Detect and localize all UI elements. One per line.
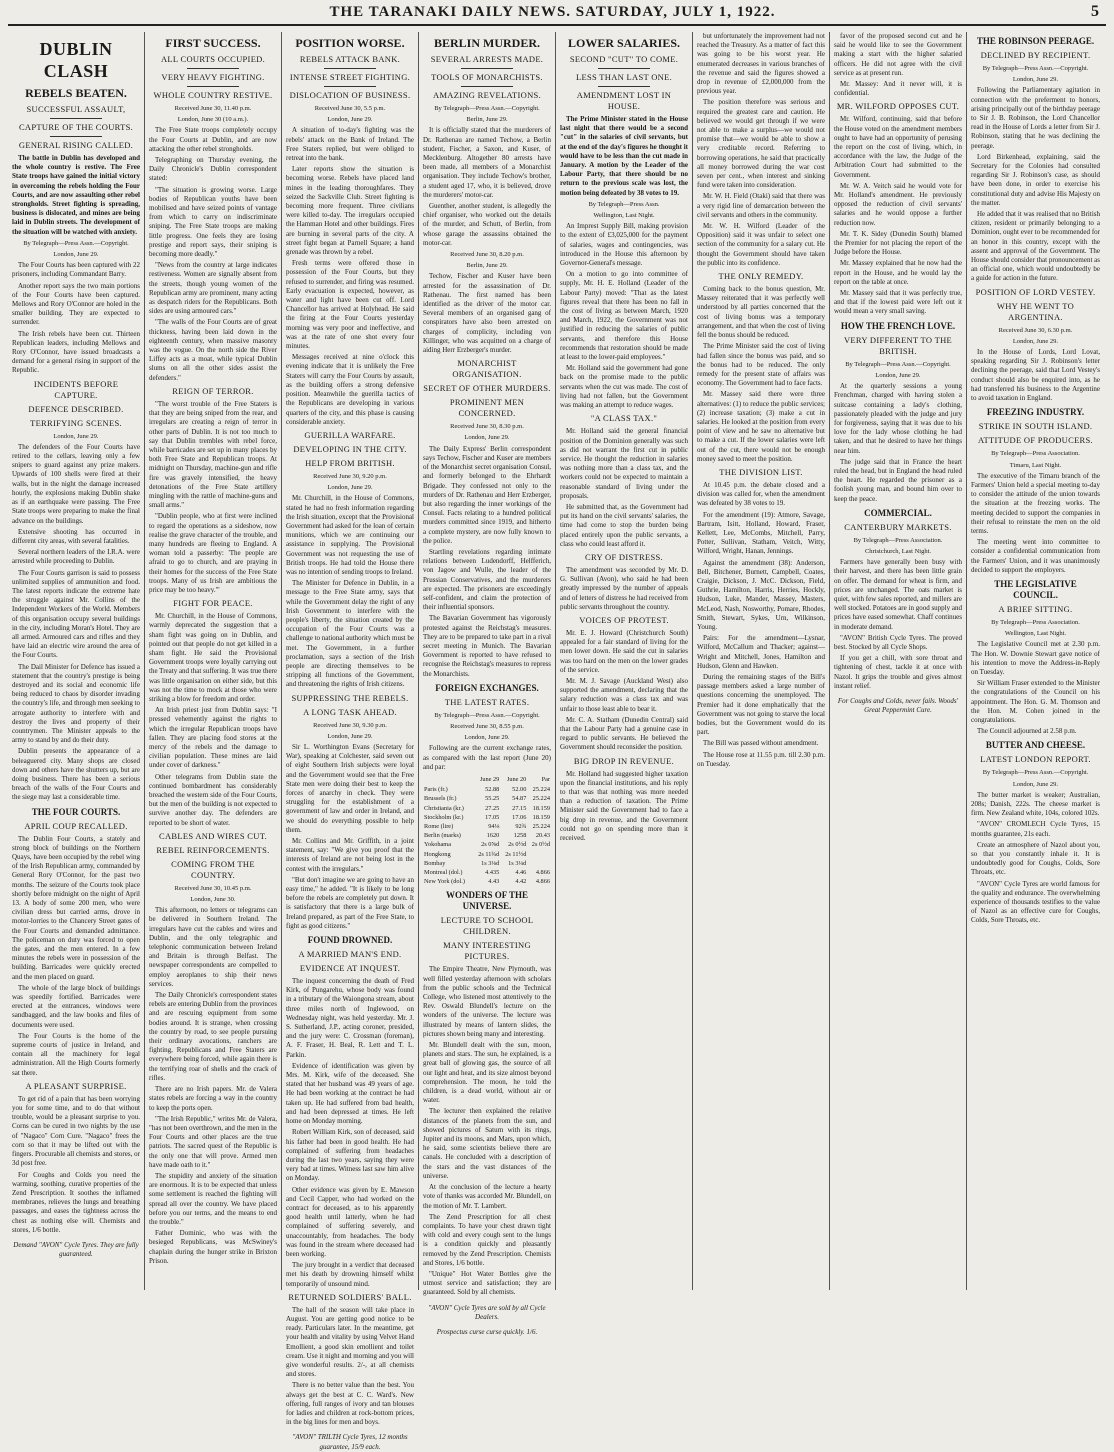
subhead-how-the-french-love: HOW THE FRENCH LOVE. (840, 320, 956, 331)
table-cell: 17.05 (485, 813, 500, 821)
table-cell: 20.43 (535, 832, 550, 840)
paragraph: Telegraphing on Thursday evening, the Daily Chronicle's Dublin correspondent stated: (149, 156, 277, 183)
subhead: FIGHT FOR PEACE. (173, 598, 253, 609)
subhead: INTENSE STREET FIGHTING. (289, 72, 411, 82)
paragraph: "AVON" Cycle Tyres are world famous for the quality and endurance. The overwhelming experience of thousands testifies to the value of Nazol as an effective cure for Coughs, Colds, Sore Throats, etc. (971, 879, 1100, 925)
table-cell: 18.159 (532, 804, 550, 812)
paragraph: At the quarterly sessions a young Frenchman, charged with having stolen a suitcase containing a lady's clothing, passionately pleaded with the judge and jury for forgiveness, saying that it was due to his love for the lady whose clothing he had taken, and that he desired to have her things near him. (834, 382, 962, 455)
paragraph: The Council adjourned at 2.58 p.m. (977, 727, 1077, 736)
subhead: SECOND "CUT" TO COME. (569, 54, 679, 64)
paragraph: Following are the current exchange rates, as compared with the last report (June 20) and par: (423, 744, 551, 771)
byline: By Telegraph—Press Assn.—Copyright. (845, 360, 951, 368)
paragraph: Sir William Fraser extended to the Minister the congratulations of the Council on his appointment. The Hon. G. M. Thomson and the Hon. M. Cohen joined in the congratulations. (971, 679, 1100, 724)
paragraph: For Coughs and Colds you need the warming, soothing, curative properties of the Zend Prescription. It soothes the inflamed membranes, relieves the lungs and breathing passages, and eases the tightness across the chest as nothing else will. Chemists and stores, 1/6 bottle. (12, 1170, 140, 1234)
paragraph: Other telegrams from Dublin state the continued bombardment has considerably breached the western side of the Four Courts, but the men of the building is not expected to survive another day. The defenders are reported to be short of water. (149, 772, 277, 827)
subhead: APRIL COUP RECALLED. (24, 820, 128, 831)
paragraph: Mr. Collins and Mr. Griffith, in a joint statement, say: "We give you proof that the interests of Ireland are not being lost in the contest with the irregulars." (286, 837, 414, 873)
paragraph: Father Dominic, who was with the besieged Republicans, was McSwiney's chaplain during the hunger strike in Brixton Prison. (149, 1229, 277, 1265)
table-header-cell: Par (541, 775, 550, 783)
subhead: CABLES AND WIRES CUT. (159, 830, 267, 841)
paragraph: Sir L. Worthington Evans (Secretary for War), speaking at Colchester, said seven out of eight Southern Irish subjects were loyal and the Government would see that the Free State men were doing their best to keep the forces of anarchy in check. They were struggling for the establishment of a government of law and order in Ireland, and we should do everything possible to help them. (286, 742, 414, 834)
table-cell: 25.224 (532, 795, 550, 803)
table-row (423, 850, 551, 859)
paragraph: The stupidity and anxiety of the situation are enormous. It is to be expected that unless some settlement is reached the fighting will spread all over the country. We have placed before you our terms, and the means to end the trouble." (149, 1171, 277, 1226)
table-row (423, 804, 551, 813)
dateline: London, June 29. (464, 734, 510, 742)
table-cell: 2s 11¾d (478, 850, 500, 858)
table-row (423, 794, 551, 803)
paragraph: Mr. Massey explained that he now had the report in the House, and he would lay the report on the table at once. (834, 259, 962, 286)
subhead: TERRIFYING SCENES. (30, 417, 122, 428)
table-cell: Stockholm (kr.) (424, 813, 464, 821)
subhead: HELP FROM BRITISH. (305, 457, 395, 468)
headline-first-success: FIRST SUCCESS. (165, 36, 261, 50)
table-cell: 27.15 (512, 804, 527, 812)
paragraph: The butter market is weaker; Australian, 208s; Danish, 222s. The cheese market is firm. New Zealand white, 104s, colored 102s. (971, 790, 1100, 818)
paragraph: "The situation is growing worse. Large bodies of Republican youths have been mobilised and have seized points of vantage from which to carry on indiscriminate sniping. The Free State troops are making little progress. One feels they are losing prestige and report says, their sniping is becoming more deadly." (149, 185, 277, 259)
subhead-freezing-industry: FREEZING INDUSTRY. (986, 407, 1085, 418)
table-cell: New York (dol.) (424, 878, 465, 886)
subhead: A PLEASANT SURPRISE. (25, 1080, 127, 1091)
column-4 (419, 32, 556, 1336)
subhead: AMENDMENT LOST IN HOUSE. (576, 90, 672, 111)
subhead: EVIDENCE AT INQUEST. (299, 963, 401, 974)
subhead: SEVERAL ARRESTS MADE. (430, 54, 544, 64)
table-cell: 25.224 (532, 823, 550, 830)
subhead: REIGN OF TERROR. (172, 385, 254, 396)
advertisement: For Coughs and Colds, never fails. Woods' Great Peppermint Cure. (837, 696, 959, 715)
paragraph: To get rid of a pain that has been worrying you for some time, and to do that without trouble, would be a pleasant surprise to you. Corns can be cured in two nights by the use of "Nagaco" Corn Cure. "Nagaco" frees the corn so that it may be lifted out with the fingers. Procurable all chemists and stores, or 3d post free. (12, 1094, 140, 1168)
subhead: MR. WILFORD OPPOSES CUT. (836, 101, 960, 112)
subhead: MANY INTERESTING PICTURES. (443, 940, 531, 962)
subhead: "A CLASS TAX." (590, 413, 658, 424)
paragraph: The position therefore was serious and required the greatest care and caution. He believed we would get through if we were not able to make a surplus—we would not promise that—we would be able to show a very creditable record. Referring to borrowing operations, he said that practically all money borrowed during the war cost seven per cent., when interest and sinking fund were taken into consideration. (697, 98, 825, 190)
paragraph: This afternoon, no letters or telegrams can be delivered in Southern Ireland. The irregulars have cut the cables and wires and Dublin, and the only telegraphic and telephonic communication between Ireland and Britain is through Belfast. The newspaper correspondents are compelled to employ aeroplanes to ship their news services. (149, 906, 277, 988)
paragraph: favor of the proposed second cut and he said he would like to see the Government making a start with the higher salaried officers. He did not agree with the civil service as at present run. (834, 32, 962, 77)
paragraph: Mr. Massey said that it was perfectly true, and that if the lowest paid were left out it would mean a very small saving. (834, 289, 962, 316)
subhead: VOICES OF PROTEST. (579, 614, 669, 625)
paragraph: Mr. Holland said the government had gone back on the promise made to the public servants when the cut was made. The cost of living had not fallen, but the Government was making an attempt to reduce wages. (560, 364, 688, 410)
byline: By Telegraph—Press Association. (853, 536, 943, 544)
table-cell: Paris (fr.) (424, 786, 448, 794)
dateline: London, June 29. (1012, 337, 1059, 345)
received-time: Received June 30, 9.30 p.m. (313, 721, 387, 729)
column-1 (8, 32, 145, 1290)
table-cell: 4.42 (515, 878, 527, 886)
subhead: LESS THAN LAST ONE. (575, 72, 673, 82)
subhead: MONARCHIST ORGANISATION. (452, 358, 522, 380)
headline-position-worse: POSITION WORSE. (295, 36, 405, 50)
paragraph: Pairs: For the amendment—Lysnar, Wilford, McCallum and Thacker; against—Wright and Mitchell, Jones, Hamilton and Hudson, Glenn and Hawken. (697, 634, 825, 670)
table-cell: 18.159 (532, 813, 550, 821)
paragraph: "The worst trouble of the Free Staters is that they are being sniped from the rear, and irregulars are creating a reign of terror in other parts of Dublin. It is not too much to say that Dublin trembles with rebel force, while barricades are set up in many places by both Free State and Republican troops. At midnight on Thursday, machine-gun and rifle fire was gravely intensified, the heavy detonations of the Free State artillery mingling with the rattle of machine-guns and small arms." (149, 399, 277, 510)
paragraph: Later reports show the situation is becoming worse. Rebels have placed land mines in the leading thoroughfares. They seized the Sackville Club. Street fighting is becoming more frequent. Three civilians were killed to-day. The irregulars occupied the Hamman Hotel and other buildings. Fires are burning in several parts of the city. A street fight began at Parnell Square; a hand grenade was thrown by a rebel. (286, 165, 414, 257)
advertisement: Prospectus curse curse quickly. 1/6. (436, 1327, 538, 1336)
paragraph: Farmers have generally been busy with their harvest, and there has been little grain on offer. The demand for wheat is firm, and prices are unchanged. The oats market is quiet, with few sales reported, and millers are well stocked. Potatoes are in good supply and prices have eased somewhat. Chaff continues in moderate demand. (834, 558, 962, 631)
byline: By Telegraph—Press Assn.—Copyright. (982, 769, 1089, 777)
masthead-title: THE TARANAKI DAILY NEWS. SATURDAY, JULY 1, 1922. (329, 3, 776, 20)
table-cell: Berlin (marks) (424, 832, 461, 840)
table-cell: Bombay (424, 859, 446, 867)
subhead-legislative-council: THE LEGISLATIVE COUNCIL. (994, 578, 1077, 600)
paragraph: Robert William Kirk, son of deceased, said his father had been in good health. He had complained of suffering from headaches during the last two years, saying they were very bad at times. Witness last saw him alive on Monday. (286, 1128, 414, 1183)
column-6 (693, 32, 830, 1290)
paragraph: Mr. M. J. Savage (Auckland West) also supported the amendment, declaring that the salary reduction was a class tax and was unfair to those least able to bear it. (560, 676, 688, 713)
table-cell: 4.43 (488, 878, 500, 886)
table-cell: 4.435 (485, 869, 500, 877)
subhead: POSITION OF LORD VESTEY. (975, 286, 1096, 297)
advertisement: Demand "AVON" Cycle Tyres. They are fully guaranteed. (13, 1240, 139, 1259)
subhead: STRIKE IN SOUTH ISLAND. (978, 421, 1093, 432)
received-time: Received June 30, 8.30 p.m. (450, 423, 524, 431)
byline: By Telegraph—Press Association. (991, 450, 1080, 458)
paragraph: The Prime Minister said the cost of living had fallen since the bonus was paid, and so the bonus had to be reduced. The only remedy for the present state of affairs was economy. The Government had to face facts. (697, 342, 825, 388)
table-cell: 94⅛ (488, 823, 500, 830)
table-row (423, 877, 551, 886)
subhead: ALL COURTS OCCUPIED. (160, 54, 266, 64)
paragraph: The Four Courts is the home of the supreme courts of justice in Ireland, and contain all the machinery for legal administration. All the High Courts formerly sat there. (12, 1031, 140, 1077)
received-time: Received June 30, 9.20 p.m. (313, 472, 387, 480)
paragraph: The Four Courts garrison is said to possess unlimited supplies of ammunition and food. The latest reports indicate the extreme hate the struggle against Mr. Collins of the Independent Workers of the World. Members of this organisation occupy several buildings in the city, including Moran's Hotel. They are all armed. Armoured cars and rifles and they have laid an electric wire around the area of the Four Courts. (12, 568, 140, 660)
subhead: REBELS ATTACK BANK. (299, 54, 401, 64)
table-cell: Christiania (kr.) (424, 804, 464, 812)
table-row (423, 813, 551, 822)
article-columns (8, 32, 1106, 1451)
paragraph: The Bill was passed without amendment. (703, 739, 819, 748)
subhead: VERY HEAVY FIGHTING. (161, 72, 265, 82)
paragraph: "The Irish Republic," writes Mr. de Valera, "has not been overthrown, and the men in the Four Courts and other places are the true patriots. The sacred quest of the Republic is the only one that will prove. Armed men have made oath to it." (149, 1114, 277, 1169)
table-cell: 4.46 (515, 869, 527, 877)
subhead: PROMINENT MEN CONCERNED. (449, 397, 525, 419)
paragraph: The amendment was seconded by Mr. D. G. Sullivan (Avon), who said he had been greatly impressed by the number of appeals and of letters of distress he had received from public servants throughout the country. (560, 565, 688, 611)
table-cell: 52.00 (512, 786, 527, 794)
paragraph: The inquest concerning the death of Fred Kirk, of Pungarehu, whose body was found in a tributary of the Waiongona stream, about three miles north of Inglewood, on Wednesday night, was held yesterday. Mr. J. S. Sutherland, J.P., acting coroner, presided, and the jury were: C. Crossman (foreman), A. F. Fraser, H. Beal, R. Lett and T. L. Parkin. (286, 977, 414, 1059)
paragraph: Messages received at nine o'clock this evening indicate that it is unlikely the Free Staters will carry the Four Courts by assault, as the building offers a strong defensive position. Meanwhile the guerilla tactics of the Republicans are developing in various quarters of the city, and this phase is causing considerable anxiety. (286, 353, 414, 426)
paragraph: On a motion to go into committee of supply, Mr. H. E. Holland (Leader of the Labour Party) moved: "That as the latest figures reveal that there has been no fall in the cost of living as between March, 1920 and March, 1922, the Government was not justified in reducing the salaries of public servants, and therefore this House recommends that restoration should be made at least to the lower-paid employees." (560, 270, 688, 362)
paragraph: If you get a chill, with sore throat and tightening of chest, tackle it at once with Nazol. It grips the trouble and gives almost instant relief. (834, 654, 962, 690)
paragraph: Mr. Massey said there were three alternatives: (1) to reduce the public services; (2) increase taxation; (3) make a cut in salaries. He looked at the position from every point of view and he saw no alternative but to make a cut. If the lower salaries were left out of the cut, there would not be enough money saved to meet the position. (697, 390, 825, 463)
subhead: CRY OF DISTRESS. (585, 551, 663, 562)
table-cell (527, 850, 551, 859)
subhead: DECLINED BY RECIPIENT. (980, 50, 1091, 60)
dateline: London, June 29. (875, 371, 921, 379)
table-cell: 2s 0⅝d (481, 841, 500, 849)
paragraph: Mr. Holland said the general financial position of the Dominion generally was such as did not warrant the first cut in public service. He thought the reduction in salaries was nothing more than a class tax, and the workers could not be expected to maintain a reasonable standard of living under the proposals. (560, 427, 688, 500)
received-time: Received June 30, 8.55 p.m. (450, 722, 524, 730)
paragraph: "AVON" CROMLECH Cycle Tyres, 15 months guarantee, 21s each. (971, 820, 1100, 838)
table-cell: Rome (lire) (424, 823, 454, 830)
paragraph: During the remaining stages of the Bill's passage members asked a large number of questions concerning the unemployed. The Premier had it done emphatically that the Government was not going to starve the local bodies, but the Government would do its part. (697, 673, 825, 737)
dateline: Berlin, June 29. (466, 116, 508, 124)
table-cell: 25.224 (532, 786, 550, 794)
subhead: WHOLE COUNTRY RESTIVE. (153, 90, 273, 100)
byline: By Telegraph—Press Assn.—Copyright. (23, 239, 129, 247)
paragraph: Mr. Holland had suggested higher taxation upon the financial institutions, and his reply to that was that nothing was more needed than a reduction of taxation. The Prime Minister said the Government had to face a big drop in revenue, and the Government could not go on spending more than it received. (560, 769, 688, 843)
paragraph: The Empire Theatre, New Plymouth, was well filled yesterday afternoon with scholars from the public schools and the Technical College, who listened most attentively to the Rev. Oswald Blundell's lecture on the wonders of the universe. The lecture was illustrated by means of lantern slides, the pictures shown being many and interesting. (423, 965, 551, 1038)
received-time: Received June 30, 11.40 p.m. (174, 105, 252, 112)
table-row (423, 840, 551, 849)
table-cell: 4.866 (535, 869, 550, 877)
subhead: THE FOUR COURTS. (31, 806, 121, 817)
received-time: Received June 30, 10.45 p.m. (174, 884, 252, 892)
paragraph: The judge said that in France the heart ruled the head, but in England the head ruled the heart. He regarded the prisoner as a foolish young man, and bound him over to keep the peace. (834, 457, 962, 503)
paragraph: It is officially stated that the murderers of Dr. Rathenau are named Techow, a Berlin student, Fischer, a Saxon, and Kuser, of Mecklenburg. Altogether 80 arrests have been made, all members of a Monarchist organisation. They include Techow's brother, a student aged 17, who, it is believed, drove the murderers' motor-car. (423, 126, 551, 199)
paragraph: Mr. E. J. Howard (Christchurch South) appealed for a fair standard of living for the men lower down. He said the cut in salaries was too hard on the men on the lower grades of the service. (560, 628, 688, 674)
article-summary: The battle in Dublin has developed and the whole country is restive. The Free State troops have gained the initial victory in overcoming the rebels holding the Four Courts, and are now assaulting other rebel strongholds. Street fighting is spreading, business is dislocated, and mines are being laid in Dublin streets. The development of the situation will be watched with anxiety. (12, 154, 140, 236)
paragraph: For the amendment (19): Atmore, Savage, Bartram, Isitt, Holland, Howard, Fraser, Kellett, Lee, McCombs, Mitchell, Parry, Potter, Sullivan, Statham, Veitch, Witty, Wilford, Wright, Hanan, Jennings. (697, 510, 825, 556)
byline: By Telegraph—Press Assn.—Copyright. (434, 711, 540, 719)
masthead (8, 0, 1106, 26)
paragraph: "News from the country at large indicates restiveness. Women are signally absent from the streets, though young women of the Republican army are prominent, many acting as despatch riders for the Republicans. Both sides are using armoured cars." (149, 261, 277, 316)
paragraph: Extensive shooting has occurred in different city areas, with several fatalities. (12, 527, 140, 545)
paragraph: The Irish rebels have been cut. Thirteen Republican leaders, including Mellows and Rory O'Connor, have issued broadcasts a demand for a general rising in support of the Republic. (12, 329, 140, 375)
paragraph: Mr. T. K. Sidey (Dunedin South) blamed the Premier for not placing the report of the Judge before the House. (834, 229, 962, 257)
paragraph: The Bavarian Government has vigorously protested against the Reichstag's measures. They are to be prepared to take part in a rival secret meeting in Munich. The Bavarian Government is reported to have refused to recognise the Reichstag's measures to repress the Monarchists. (423, 614, 551, 678)
table-cell: 4.866 (535, 878, 550, 886)
subhead: AMAZING REVELATIONS. (433, 90, 541, 100)
subhead-butter-and-cheese: BUTTER AND CHEESE. (985, 740, 1086, 751)
paragraph: The whole of the large block of buildings was speedily fortified. Barricades were erected at the entrances, windows were sandbagged, and the law books and files of documents were used. (12, 983, 140, 1029)
paragraph: Mr. W. H. Field (Otaki) said that there was a very rigid line of demarcation between the civil servants and others in the community. (697, 192, 825, 219)
subhead-wonders-of-the-universe: WONDERS OF THE UNIVERSE. (445, 890, 528, 912)
paragraph: Mr. Wilford, continuing, said that before the House voted on the amendment members ought to have had an opportunity of perusing the report on the cost of living, which, in accordance with the law, the Judge of the Arbitration Court had submitted to the Government. (834, 115, 962, 179)
subhead-commercial: COMMERCIAL. (864, 507, 932, 518)
paragraph: The Free State troops completely occupy the Four Courts at Dublin, and are now attacking the other rebel strongholds. (149, 126, 277, 153)
paragraph: The Daily Express' Berlin correspondent says Techow, Fischer and Kuser are members of the Monarchist secret organisation Consul, and formerly belonged to the Ehrhardt Brigade. They confessed not only to the murders of Dr. Rathenau and Herr Erzberger, but also regarding the inner workings of the Consul. Facts relating to a hundred political murders committed since 1919, and hitherto a complete mystery, are now fully known to the police. (423, 444, 551, 545)
dateline: London, June 29. (327, 116, 373, 124)
subhead: DISLOCATION OF BUSINESS. (289, 90, 411, 100)
subhead: DEVELOPING IN THE CITY. (293, 443, 407, 454)
table-cell: 52.88 (485, 786, 500, 794)
table-cell: 55.25 (485, 795, 500, 803)
paragraph: He added that it was realised that no British citizen, resident or primarily belonging to a Dominion, ought ever to be recommended for an honor in this country, except with the assent and approval of the Government. The House should consider that pronouncement as an official one, which would undoubtedly be a guide for action in the future. (971, 210, 1100, 283)
headline-robinson-peerage: THE ROBINSON PEERAGE. (976, 36, 1095, 46)
paragraph: Startling revelations regarding intimate relations between Ludendorff, Helfferich, von Jagow and Wulle, the leader of the Prussian Conservatives, and the murderers are expected. The prisoners are exceedingly self-confident, and claim the protection of their influential sponsors. (423, 547, 551, 612)
byline: By Telegraph—Press Assn.—Copyright. (434, 105, 540, 112)
paragraph: Another report says the two main portions of the Four Courts have been captured. Mellows and Rory O'Connor are holed in the smaller building. They are expected to surrender. (12, 281, 140, 327)
paragraph: "The walls of the Four Courts are of great thickness, having been laid down in the eighteenth century, when massive masonry was the vogue. On the north side the River Liffey acts as a moat, while typical Dublin slums on all the other sides assist the defenders." (149, 318, 277, 382)
paragraph: "AVON" British Cycle Tyres. The proved best. Stocked by all Cycle Shops. (834, 633, 962, 651)
subhead: A LONG TASK AHEAD. (303, 706, 397, 717)
paragraph: A situation of to-day's fighting was the rebels' attack on the Bank of Ireland. The Free Staters replied, but were obliged to retreat into the bank. (286, 126, 414, 163)
table-cell: 1s 3¼d (508, 859, 527, 867)
paragraph: Mr. Churchill, in the House of Commons, stated he had no fresh information regarding the Irish situation, except that the Provisional Government had asked for the loan of certain munitions, which we are continuing our assistance in supplying. The Provisional Government was not requesting the use of British troops. He had told the House there was no intention of sending troops to Ireland. (286, 494, 414, 576)
table-cell: Brussels (fr.) (424, 795, 457, 803)
column-2 (145, 32, 282, 1290)
paragraph: The defenders of the Four Courts have retired to the cellars, leaving only a few snipers to guard against any prize makers. Upwards of 100 shells were fired at their walls, but in the night the damage increased hourly, the explosions making Dublin shake as if an earthquake were passing. The Free State troops were preparing to make the final advance on the buildings. (12, 442, 140, 525)
dateline: London, June 29. (1012, 76, 1059, 84)
paragraph: Mr. Massey: And it never will, it is confidential. (834, 80, 962, 98)
paragraph: There are no Irish papers. Mr. de Valera states rebels are forcing a way in the country to keep the ports open. (149, 1085, 277, 1112)
paragraph: Evidence of identification was given by Mrs. M. Kirk, wife of the deceased. She stated that her husband was 49 years of age. He had been working at the contract he had taken up. He had suffered from bad health, and had been depressed at times. He left home on Monday morning. (286, 1061, 414, 1126)
table-cell (527, 859, 551, 868)
paragraph: The Four Courts has been captured with 22 prisoners, including Commandant Barry. (12, 261, 140, 279)
paragraph: The House rose at 11.55 p.m. till 2.30 p.m. on Tuesday. (697, 750, 825, 768)
subhead: WHY HE WENT TO ARGENTINA. (996, 300, 1075, 322)
subhead: CANTERBURY MARKETS. (844, 521, 952, 532)
headline-dublin-clash: DUBLIN CLASH (39, 39, 113, 81)
table-cell: 2s 11½d (505, 850, 527, 858)
paragraph: In the House of Lords, Lord Lovat, speaking regarding Sir J. Robinson's letter declining the peerage, said that Lord Vestey's conduct should also be enquired into, as he had transferred his business to the Argentine to avoid taxation in England. (971, 348, 1100, 403)
paragraph: Dublin presents the appearance of a beleaguered city. Many shops are closed down and others have the shutters up, but are doing business. There has been a serious breach of the walls of the Four Courts and the siege may last a considerable time. (12, 747, 140, 802)
dateline: London, June 29. (327, 484, 373, 492)
paragraph: The Minister for Defence in Dublin, in a message to the Free State army, says that while the Government delay the right of any Irish Government to interfere with the people's liberty, the situation created by the occupation of the Four Courts was a challenge to national authority which must be met. The Government, in a further proclamation, says a section of the Irish people are directing themselves to be stripping all functions of the Government, and threatening the rights of Irish citizens. (286, 579, 414, 689)
paragraph: "But don't imagine we are going to have an easy time," he added. "It is likely to be long before the rebels are completely put down. It is satisfactory that there is a large bulk of Ireland prepared, as part of the Free State, to fight as good citizens." (286, 875, 414, 930)
table-row (423, 785, 551, 794)
paragraph: Lord Birkenhead, explaining, said the Secretary for the Colonies had consulted regarding Sir J. Robinson's case, as should have been done, in order to exercise his constitutional duty and advise His Majesty on the matter. (971, 152, 1100, 207)
received-time: Received June 30, 8.20 p.m. (450, 251, 524, 259)
paragraph: The executive of the Timaru branch of the Farmers' Union held a special meeting to-day to consider the attitude of the union towards the situation at the freezing works. The meeting decided to support the companies in their refusal to reinstate the men on the old terms. (971, 471, 1100, 535)
paragraph: An Imprest Supply Bill, making provision to the extent of £3,025,000 for the payment of salaries, wages and contingencies, was introduced in the House this afternoon by Governor-General's message. (560, 222, 688, 268)
subhead: GUERILLA WARFARE. (304, 429, 396, 440)
paragraph: The Legislative Council met at 2.30 p.m. The Hon. W. Downie Stewart gave notice of his intention to move the Address-in-Reply on Tuesday. (971, 640, 1100, 676)
advertisement: "AVON" TRILTH Cycle Tyres, 12 months guarantee, 15/9 each. (292, 1433, 408, 1451)
paragraph: "Unique" Hot Water Bottles give the utmost service and satisfaction; they are guaranteed. Sold by all chemists. (423, 1269, 551, 1297)
paragraph: "Dublin people, who at first were inclined to regard the operations as a sideshow, now realise the grave character of the trouble, and many hundreds are fleeing to England. A woman told a passerby: 'The people are afraid to go to church, and are praying in their homes for the success of the Free State troops. Many of us Irish are ambitious the price may be too heavy.'" (149, 512, 277, 594)
dateline: London, June 29. (327, 732, 373, 740)
table-row (423, 868, 551, 877)
paragraph: Other evidence was given by E. Mawson and Cecil Capper, who had worked on the contract for deceased, as to his apparently good health until latterly, when he had complained of suffering severely, and unaccountably, from headaches. The body was found in the stream where deceased had been working. (286, 1185, 414, 1258)
subhead: COMING FROM THE COUNTRY. (171, 858, 255, 880)
table-header-row (423, 774, 551, 785)
table-cell: 1258 (513, 832, 527, 840)
table-header-cell: June 20 (506, 775, 527, 783)
received-time: Received June 30, 6.30 p.m. (998, 326, 1073, 334)
subhead: GENERAL RISING CALLED. (18, 140, 134, 150)
subhead: TOOLS OF MONARCHISTS. (431, 72, 543, 82)
subhead: THE DIVISION LIST. (719, 466, 803, 477)
paragraph: The jury brought in a verdict that deceased met his death by drowning himself whilst temporarily of unsound mind. (286, 1261, 414, 1288)
subhead: LECTURE TO SCHOOL CHILDREN. (440, 915, 534, 937)
dateline: London, June 29. (53, 432, 99, 440)
subhead: A MARRIED MAN'S END. (298, 949, 402, 960)
subhead: THE LATEST RATES. (444, 696, 530, 707)
paragraph: Against the amendment (38): Anderson, Bell, Bitchener, Burnett, Campbell, Coates, Craigie, Dickson, J. McC. Dickson, Field, Guthrie, Hamilton, Harris, Herries, Hockly, Hudson, Luke, Mander, Massey, Masters, McLeod, Nash, Nosworthy, Pomare, Rhodes, Smith, Stewart, Sykes, Urn, Wilkinson, Young. (697, 558, 825, 631)
table-cell: 27.25 (485, 804, 500, 812)
table-row (423, 822, 551, 831)
dateline: London, June 29. (53, 251, 99, 259)
byline: By Telegraph—Press Association. (991, 618, 1080, 626)
paragraph: The Zend Prescription for all chest complaints. To have your chest drawn tight with cold and every cough sent to the lungs is a condition quickly and pleasantly removed by the Zend Prescription. Chemists and Stores, 1/6 bottle. (423, 1212, 551, 1267)
subhead: BIG DROP IN REVENUE. (573, 755, 675, 766)
paragraph: At the conclusion of the lecture a hearty vote of thanks was accorded Mr. Blundell, on the motion of Mr. T. Lambert. (423, 1183, 551, 1210)
byline: By Telegraph—Press Assn. (588, 200, 660, 208)
dateline: Timaru, Last Night. (1009, 461, 1062, 469)
subhead-foreign-exchanges: FOREIGN EXCHANGES. (435, 682, 539, 693)
paragraph: The lecturer then explained the relative distances of the planets from the sun, and showed pictures of Saturn with its rings, Jupiter and its moons, and Mars, upon which, he said, some scientists believe there are canals. He concluded with a description of the stars and the vast distances of the universe. (423, 1107, 551, 1180)
table-header-cell: June 29 (479, 775, 500, 783)
dateline: Berlin, June 29. (466, 262, 508, 270)
column-7 (830, 32, 967, 1290)
subhead: SECRET OF OTHER MURDERS. (423, 383, 551, 394)
table-row (423, 831, 551, 840)
byline: By Telegraph—Press Assn.—Copyright. (982, 65, 1089, 72)
paragraph: Techow, Fischer and Kuser have been arrested for the assassination of Dr. Rathenau. The first named has been identified as the driver of the motor car. Several members of an organised gang of conspirators have also been arrested on charges of complicity, including von Killinger, who was acquitted on a charge of aiding Herr Erzberger's murder. (423, 272, 551, 355)
subhead: CAPTURE OF THE COURTS. (18, 122, 134, 132)
dateline: London, June 29. (1012, 780, 1059, 788)
subhead: ATTITUDE OF PRODUCERS. (978, 435, 1093, 446)
table-cell: Hongkong (424, 850, 451, 858)
received-time: Received June 30, 5.5 p.m. (314, 105, 386, 112)
paragraph: The Dail Minister for Defence has issued a statement that the country's prestige is being destroyed and its social and economic life being reduced to chaos by disorder invading the country's life, and through men seeking to arrogate authority to interfere with and destroy the lives and property of their countrymen. The Minister appeals to the army to stand by and do their duty. (12, 662, 141, 745)
column-8 (967, 32, 1104, 1290)
paragraph: Following the Parliamentary agitation in connection with the preferment to honors, arising principally out of the birthday peerage to Sir J. B. Robinson, the Lord Chancellor read in the House of Lords a letter from Sir J. Robinson, stating that he was declining the peerage. (971, 86, 1100, 150)
headline-lower-salaries: LOWER SALARIES. (567, 36, 681, 50)
subhead: LATEST LONDON REPORT. (980, 754, 1091, 765)
subhead: REBELS BEATEN. (25, 86, 127, 100)
exchange-rates-table (423, 774, 551, 886)
page-number: 5 (1091, 3, 1100, 20)
paragraph: Mr. W. A. Veitch said he would vote for Mr. Holland's amendment. He previously opposed the reduction of civil servants' salaries and he would oppose a further reduction now. (834, 181, 962, 227)
subhead: VERY DIFFERENT TO THE BRITISH. (843, 334, 953, 356)
dateline: London, June 29. (464, 434, 510, 442)
paragraph: At 10.45 p.m. the debate closed and a division was called for, when the amendment was defeated by 38 votes to 19. (697, 480, 825, 508)
table-row (423, 859, 551, 868)
article-summary: The Prime Minister stated in the House last night that there would be a second "cut" in the salaries of civil servants, but at the end of the day's figures he thought it would have to be less than the cut made in January. A motion by the Leader of the Labour Party, that there should be no return to the previous scale was lost, the motion being defeated by 38 votes to 19. (560, 115, 688, 197)
table-cell: Montreal (dol.) (424, 869, 463, 877)
paragraph: The Daily Chronicle's correspondent states rebels are entering Dublin from the provinces and are rescuing equipment from some bodies around. It is strange, when crossing the country by road, to see people pursuing their ordinary avocations, ranchers are fighting, Republicans and Free Staters are everywhere being forced, while again there is the terrifying roar of shells and the crack of rifles. (149, 991, 277, 1082)
paragraph: Coming back to the bonus question, Mr. Massey reiterated that it was perfectly well understood by all parties concerned that the cost of living bonus was a temporary arrangement, and that when the cost of living fell the bonus should be reduced. (697, 285, 825, 340)
table-cell: 17.06 (512, 813, 527, 821)
paragraph: The Dublin Four Courts, a stately and strong block of buildings on the Northern Quays, have been occupied by the rebel wing of the Irish Republican army, commanded by General Rory O'Connor, for the past two months. The seizure of the Courts took place shortly before midnight on the night of April 13. A body of some 200 men, who were civilian dress but carried arms, drove in motor-lorries to the Chancery Street gates of the Four Courts and demanded admittance. The policeman on duty was forced to open the gates, and the men entered. In a few minutes the rebels were in possession of the building. Barricades were quickly erected and the men placed on guard. (12, 834, 140, 981)
table-cell: 2s 0½d (508, 841, 527, 849)
subhead: THE ONLY REMEDY. (718, 271, 804, 282)
headline-berlin-murder: BERLIN MURDER. (433, 36, 540, 50)
dateline: Wellington, Last Night. (593, 212, 655, 220)
table-cell: 2s 0½d (531, 841, 550, 849)
table-cell: 1620 (486, 832, 500, 840)
dateline: Wellington, Last Night. (1004, 630, 1067, 638)
paragraph: The hall of the season will take place in August. You are getting good notice to be ready. Particulars later. In the meantime, get your health and vitality by using Velvet Hand Emollient, a good skin emollient and toilet cream. Use it night and morning and you will give wonderful results. 2/-, at all chemists and stores. (286, 1305, 414, 1379)
table-cell: 54.87 (512, 795, 527, 803)
paragraph: Guenther, another student, is allegedly the chief organiser, who worked out the details of the murder, and Schutt, of Berlin, from whose garage the assassins obtained the motor-car. (423, 202, 551, 247)
advertisement: "AVON" Cycle Tyres are sold by all Cycle Dealers. (428, 1303, 546, 1321)
subhead: RETURNED SOLDIERS' BALL. (288, 1291, 412, 1302)
subhead: SUPPRESSING THE REBELS. (291, 692, 409, 703)
paragraph: Mr. Blundell dealt with the sun, moon, planets and stars. The sun, he explained, is a great ball of glowing gas, the source of all our light and heat, and its size almost beyond comprehension. The moon, he told the children, is a dead world, without air or water. (423, 1041, 551, 1105)
subhead-found-drowned: FOUND DROWNED. (307, 935, 393, 946)
paragraph: Mr. C. A. Statham (Dunedin Central) said that the Labour Party had a genuine case in regard to public servants. He believed the Government should reconsider the position. (560, 715, 688, 752)
paragraph: The meeting went into committee to consider a confidential communication from the Farmers' Union, and it was unanimously decided to support the employers. (971, 538, 1100, 574)
paragraph: Create an atmosphere of Nazol about you, so that you constantly inhale it. It is undoubtedly good for Coughs, Colds, Sore Throats, etc. (971, 840, 1100, 877)
subhead: REBEL REINFORCEMENTS. (156, 844, 270, 855)
paragraph: Mr. W. H. Wilford (Leader of the Opposition) said it was unfair to select one section of the community for a salary cut. He thought the Government should have taken the public into its confidence. (697, 222, 825, 267)
paragraph: Fresh terms were offered those in possession of the Four Courts, but they refused to surrender, and firing was resumed. Early evacuation is expected, however, as water and light have been cut off. Lord Chancellor has arrived at Holyhead. He said the firing at the Four Courts yesterday morning was very poor and ineffective, and was at the rate of one shot every four minutes. (286, 259, 414, 351)
table-cell: 1s 3⅛d (481, 859, 500, 867)
table-cell: Yokohama (424, 841, 451, 849)
table-header-cell (423, 774, 473, 785)
table-cell: 92¾ (515, 823, 527, 830)
paragraph: There is no better value than the best. You always get the best at C. C. Ward's. New offering, full ranges of ivory and tan blouses for ladies and children at rock-bottom prices, in the big lines for men and boys. (286, 1381, 414, 1427)
paragraph: but unfortunately the improvement had not reached the Treasury. As a matter of fact this was going to be his worst year. He enumerated decreases in various branches of the revenue and said the figures showed a drop in revenue of £2,000,000 from the previous year. (697, 32, 825, 96)
column-5 (556, 32, 693, 1290)
subhead: DEFENCE DESCRIBED. (28, 403, 124, 414)
dateline: London, June 30 (10 a.m.). (177, 116, 249, 124)
subhead: A BRIEF SITTING. (998, 603, 1073, 614)
dateline: Christchurch, Last Night. (864, 547, 932, 555)
subhead: SUCCESSFUL ASSAULT, (26, 104, 126, 114)
paragraph: He submitted that, as the Government had put its hand on the civil servants' salaries, the time had come to stop the burden being placed entirely upon the public servants, a class who could least afford it. (560, 502, 688, 548)
paragraph: Several northern leaders of the I.R.A. were arrested while proceeding to Dublin. (12, 548, 140, 566)
column-3 (282, 32, 419, 1451)
paragraph: An Irish priest just from Dublin says: "I pressed vehemently against the rights to which the irregular Republican troops have fallen. They are placing food stores at the mercy of the rebels and the damage to civilian population. These mines are laid under cover of darkness." (149, 706, 277, 770)
paragraph: Mr. Churchill, in the House of Commons, warmly deprecated the suggestion that a sham fight was going on in Dublin, and pointed out that people do not get killed in a sham fight. He said the Provisional Government troops were loyally carrying out the Treaty and that suffering. It was true there was little organisation on either side, but this was not the time to mock at those who were striking a blow for freedom and order. (149, 612, 277, 703)
dateline: London, June 30. (190, 896, 236, 904)
subhead: INCIDENTS BEFORE CAPTURE. (33, 378, 119, 400)
